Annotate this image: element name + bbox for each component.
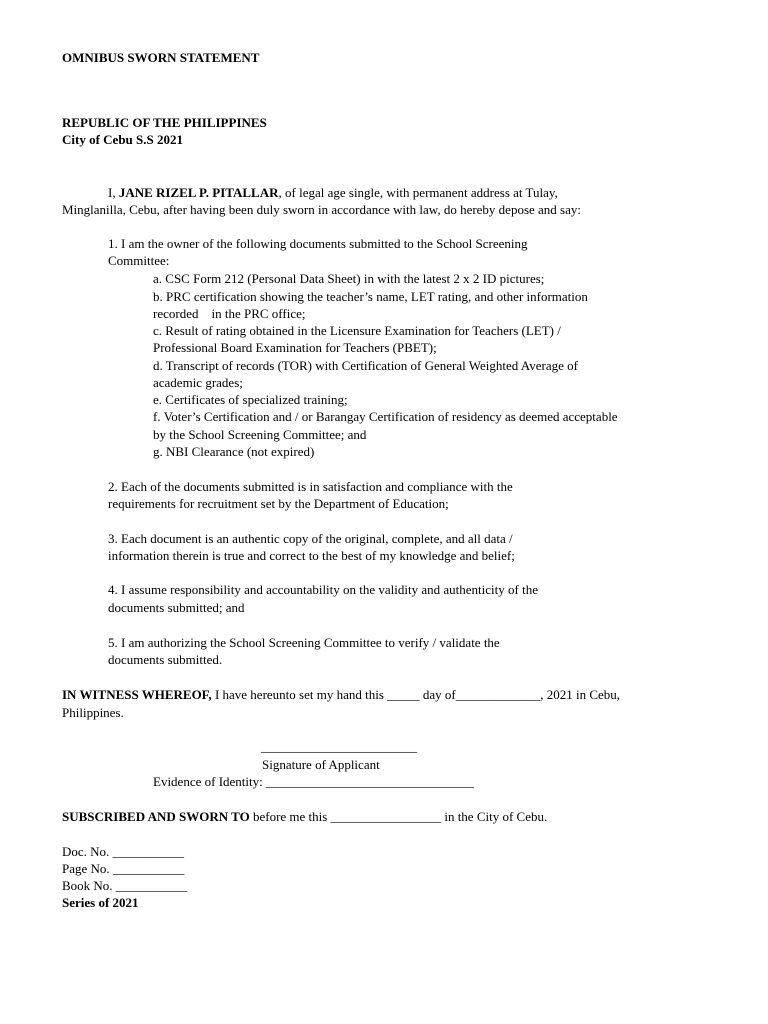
item1-sub-d-2: academic grades; <box>153 375 243 390</box>
doc-no: Doc. No. ___________ <box>62 844 185 859</box>
item1-line-1: 1. I am the owner of the following documents submitted to the School Screening <box>108 236 528 251</box>
affiant-name: JANE RIZEL P. PITALLAR <box>118 185 279 200</box>
book-no: Book No. ___________ <box>62 878 188 893</box>
document-title: OMNIBUS SWORN STATEMENT <box>62 50 260 65</box>
item2-line-2: requirements for recruitment set by the Department of Education; <box>108 496 449 511</box>
series: Series of 2021 <box>62 895 139 910</box>
subscribed-line <box>62 808 547 825</box>
signature-label: Signature of Applicant <box>262 757 380 772</box>
intro-prefix: I, <box>108 185 119 200</box>
item5-line-1: 5. I am authorizing the School Screening Committee to verify / validate the <box>108 635 500 650</box>
item1-sub-f-2: by the School Screening Committee; and <box>153 427 367 442</box>
subscribed-bold: SUBSCRIBED AND SWORN TO <box>62 809 250 824</box>
witness-line-2: Philippines. <box>62 705 124 720</box>
item1-line-2: Committee: <box>108 253 170 268</box>
item1-sub-d-1: d. Transcript of records (TOR) with Certification of General Weighted Average of <box>153 358 578 373</box>
evidence-of-identity: Evidence of Identity: ________________________________ <box>153 774 474 789</box>
intro-line-2: Minglanilla, Cebu, after having been duly sworn in accordance with law, do hereby depose and say: <box>62 202 581 217</box>
republic-heading: REPUBLIC OF THE PHILIPPINES <box>62 115 267 130</box>
witness-rest: I have hereunto set my hand this _____ day of_____________, 2021 in Cebu, <box>211 687 621 702</box>
item3-line-1: 3. Each document is an authentic copy of the original, complete, and all data / <box>108 531 513 546</box>
item1-sub-f-1: f. Voter’s Certification and / or Barangay Certification of residency as deemed acceptable <box>153 409 618 424</box>
signature-line: ________________________ <box>261 739 417 754</box>
item5-line-2: documents submitted. <box>108 652 223 667</box>
item1-sub-a: a. CSC Form 212 (Personal Data Sheet) in with the latest 2 x 2 ID pictures; <box>153 271 545 286</box>
witness-bold: IN WITNESS WHEREOF, <box>62 687 212 702</box>
item1-sub-e: e. Certificates of specialized training; <box>153 392 348 407</box>
item1-sub-g: g. NBI Clearance (not expired) <box>153 444 315 459</box>
intro-line-1 <box>108 184 558 201</box>
item4-line-2: documents submitted; and <box>108 600 245 615</box>
item1-sub-b-1: b. PRC certification showing the teacher’s name, LET rating, and other information <box>153 289 588 304</box>
page-no: Page No. ___________ <box>62 861 185 876</box>
city-heading: City of Cebu S.S 2021 <box>62 132 183 147</box>
item1-sub-b-2: recorded in the PRC office; <box>153 306 306 321</box>
subscribed-rest: before me this _________________ in the City of Cebu. <box>249 809 548 824</box>
item3-line-2: information therein is true and correct to the best of my knowledge and belief; <box>108 548 515 563</box>
item4-line-1: 4. I assume responsibility and accountability on the validity and authenticity of the <box>108 582 538 597</box>
item2-line-1: 2. Each of the documents submitted is in satisfaction and compliance with the <box>108 479 513 494</box>
item1-sub-c-1: c. Result of rating obtained in the Licensure Examination for Teachers (LET) / <box>153 323 561 338</box>
witness-line-1 <box>62 686 620 703</box>
intro-rest: , of legal age single, with permanent address at Tulay, <box>278 185 558 200</box>
item1-sub-c-2: Professional Board Examination for Teachers (PBET); <box>153 340 437 355</box>
